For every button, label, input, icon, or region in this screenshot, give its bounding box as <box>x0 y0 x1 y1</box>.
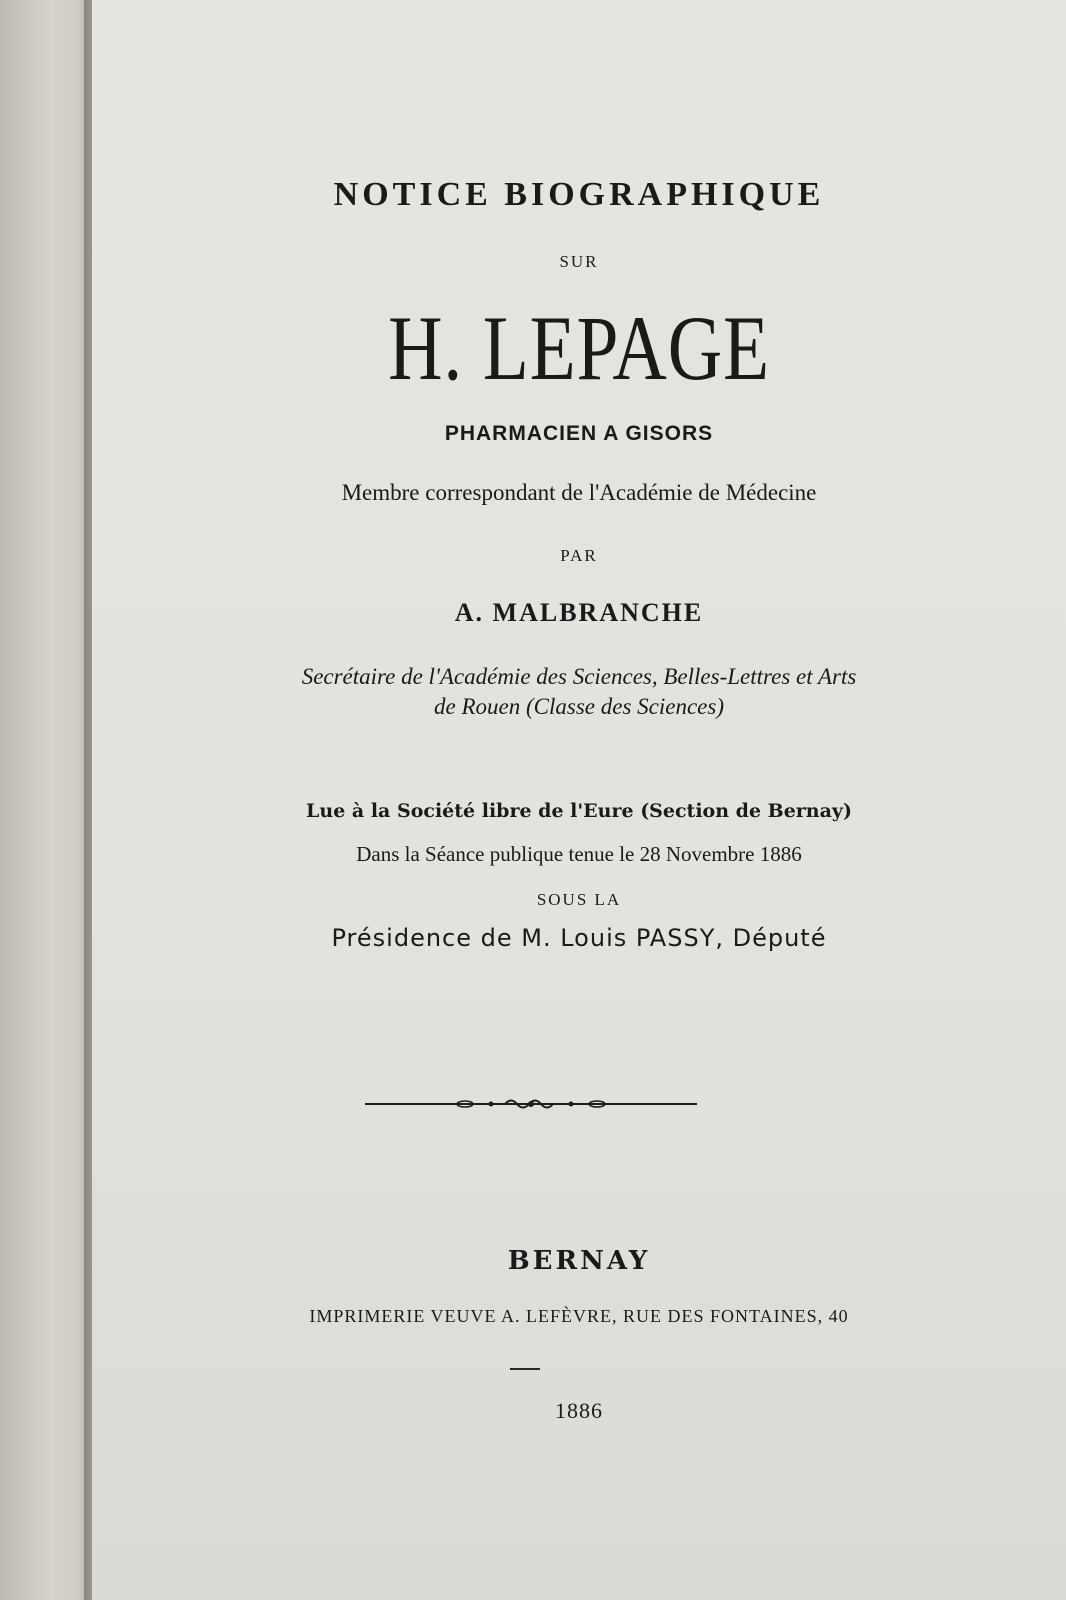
facing-page-edge <box>0 0 92 1600</box>
title-page <box>92 0 1066 1600</box>
author-title-line-2: de Rouen (Classe des Sciences) <box>434 694 724 719</box>
read-at-line: Lue à la Société libre de l'Eure (Section de Bernay) <box>306 800 852 822</box>
subject-membership: Membre correspondant de l'Académie de Médecine <box>341 480 817 505</box>
subject-name: H. LEPAGE <box>388 297 770 399</box>
publication-year: 1886 <box>555 1398 603 1423</box>
printer-line: IMPRIMERIE VEUVE A. LEFÈVRE, RUE DES FONTAINES, 40 <box>309 1306 849 1326</box>
author-title-line-1: Secrétaire de l'Académie des Sciences, Belles-Lettres et Arts <box>301 664 857 689</box>
author-name: A. MALBRANCHE <box>454 598 704 627</box>
city-name: BERNAY <box>507 1246 651 1276</box>
sous-la-line: SOUS LA <box>536 890 622 909</box>
sur-line: SUR <box>559 252 599 271</box>
subject-role: PHARMACIEN A GISORS <box>444 422 714 445</box>
author-title <box>92 662 1066 722</box>
par-line: PAR <box>560 546 598 565</box>
presidency-line: Présidence de M. Louis PASSY, Député <box>331 924 827 952</box>
separator-dash <box>510 1368 540 1370</box>
ornamental-rule <box>365 1094 697 1114</box>
notice-heading: NOTICE BIOGRAPHIQUE <box>333 176 825 213</box>
session-line: Dans la Séance publique tenue le 28 Novembre 1886 <box>356 842 802 866</box>
